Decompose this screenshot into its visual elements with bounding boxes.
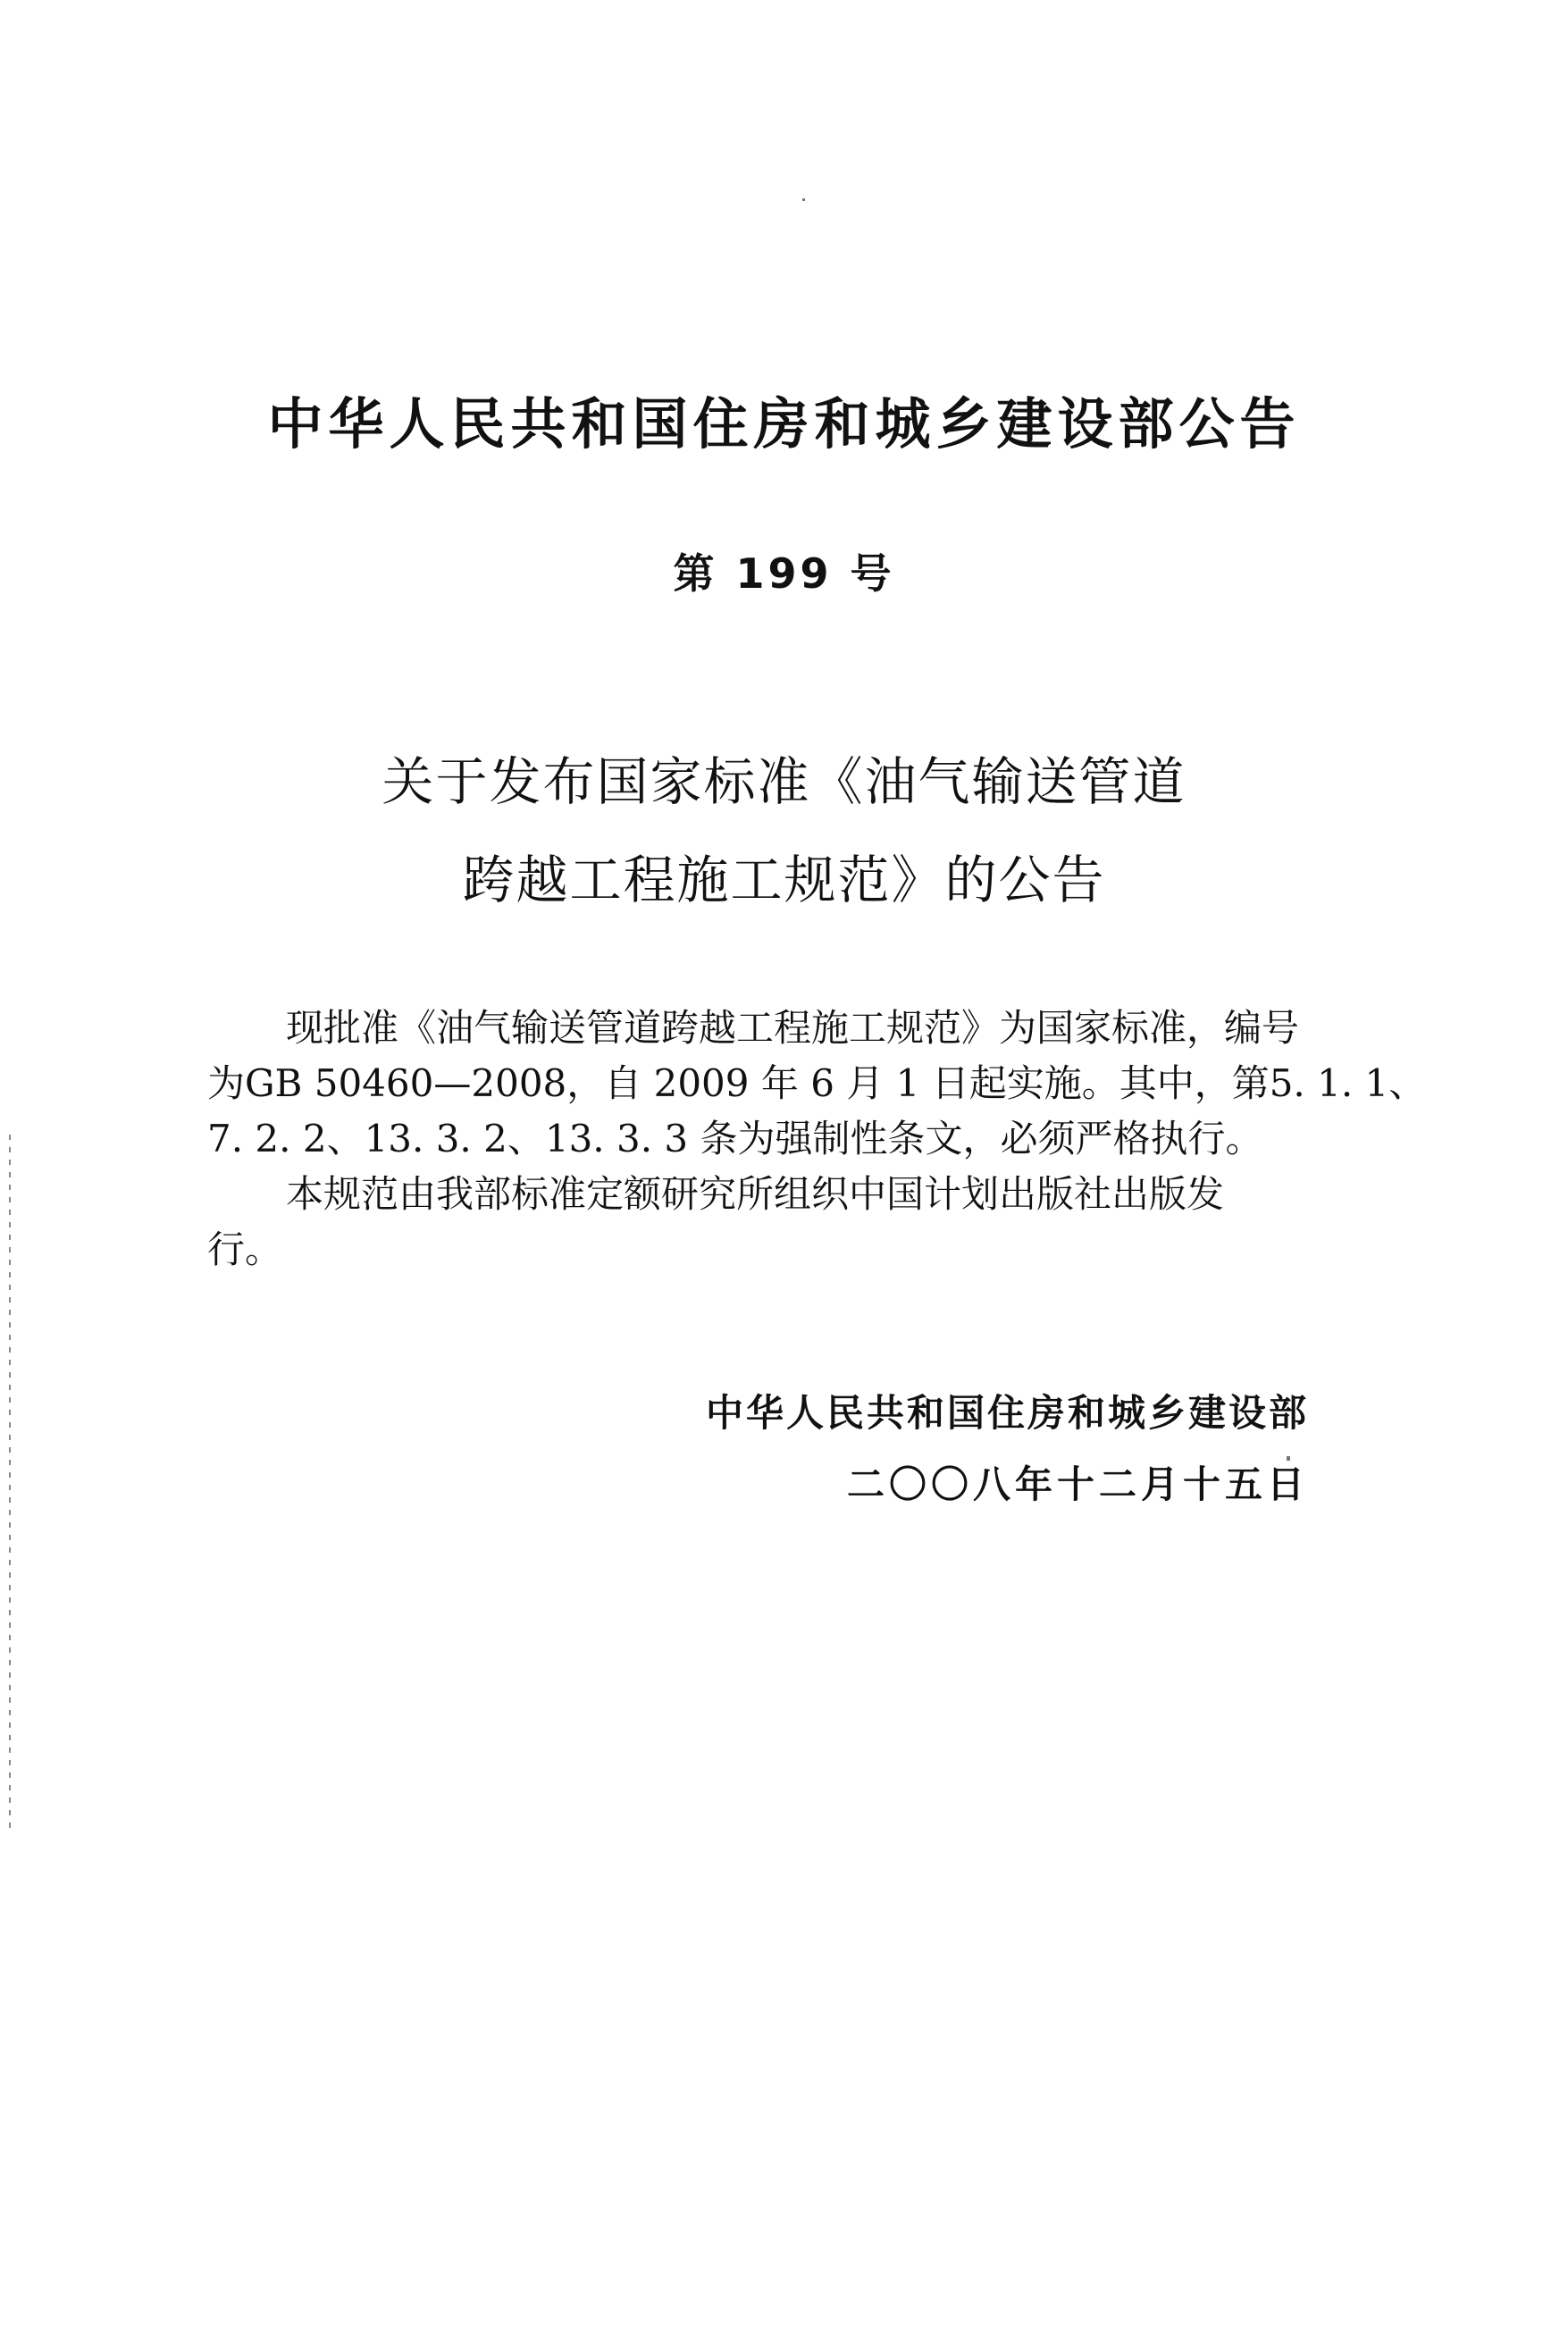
issue-date: 二〇〇八年十二月十五日 <box>846 1462 1309 1506</box>
announcement-number: 第 199 号 <box>673 549 895 598</box>
binding-edge-mark <box>9 1135 11 1831</box>
announcement-body <box>207 1001 1427 1278</box>
body-line: 7. 2. 2、13. 3. 2、13. 3. 3 条为强制性条文，必须严格执行。 <box>207 1117 1263 1160</box>
title-line-1: 关于发布国家标准《油气输送管道 <box>382 751 1186 812</box>
body-line: 现批准《油气输送管道跨越工程施工规范》为国家标准，编号 <box>286 1006 1300 1050</box>
announcement-title <box>0 733 1568 929</box>
announcement-heading: 中华人民共和国住房和城乡建设部公告 <box>267 391 1301 457</box>
title-line-2: 跨越工程施工规范》的公告 <box>462 850 1106 910</box>
issuing-authority: 中华人民共和国住房和城乡建设部 <box>705 1391 1309 1435</box>
body-line: 为GB 50460—2008，自 2009 年 6 月 1 日起实施。其中，第5. 1. 1、 <box>207 1061 1427 1105</box>
body-line: 行。 <box>207 1227 283 1271</box>
scan-speck <box>802 198 805 201</box>
body-line: 本规范由我部标准定额研究所组织中国计划出版社出版发 <box>286 1172 1225 1216</box>
